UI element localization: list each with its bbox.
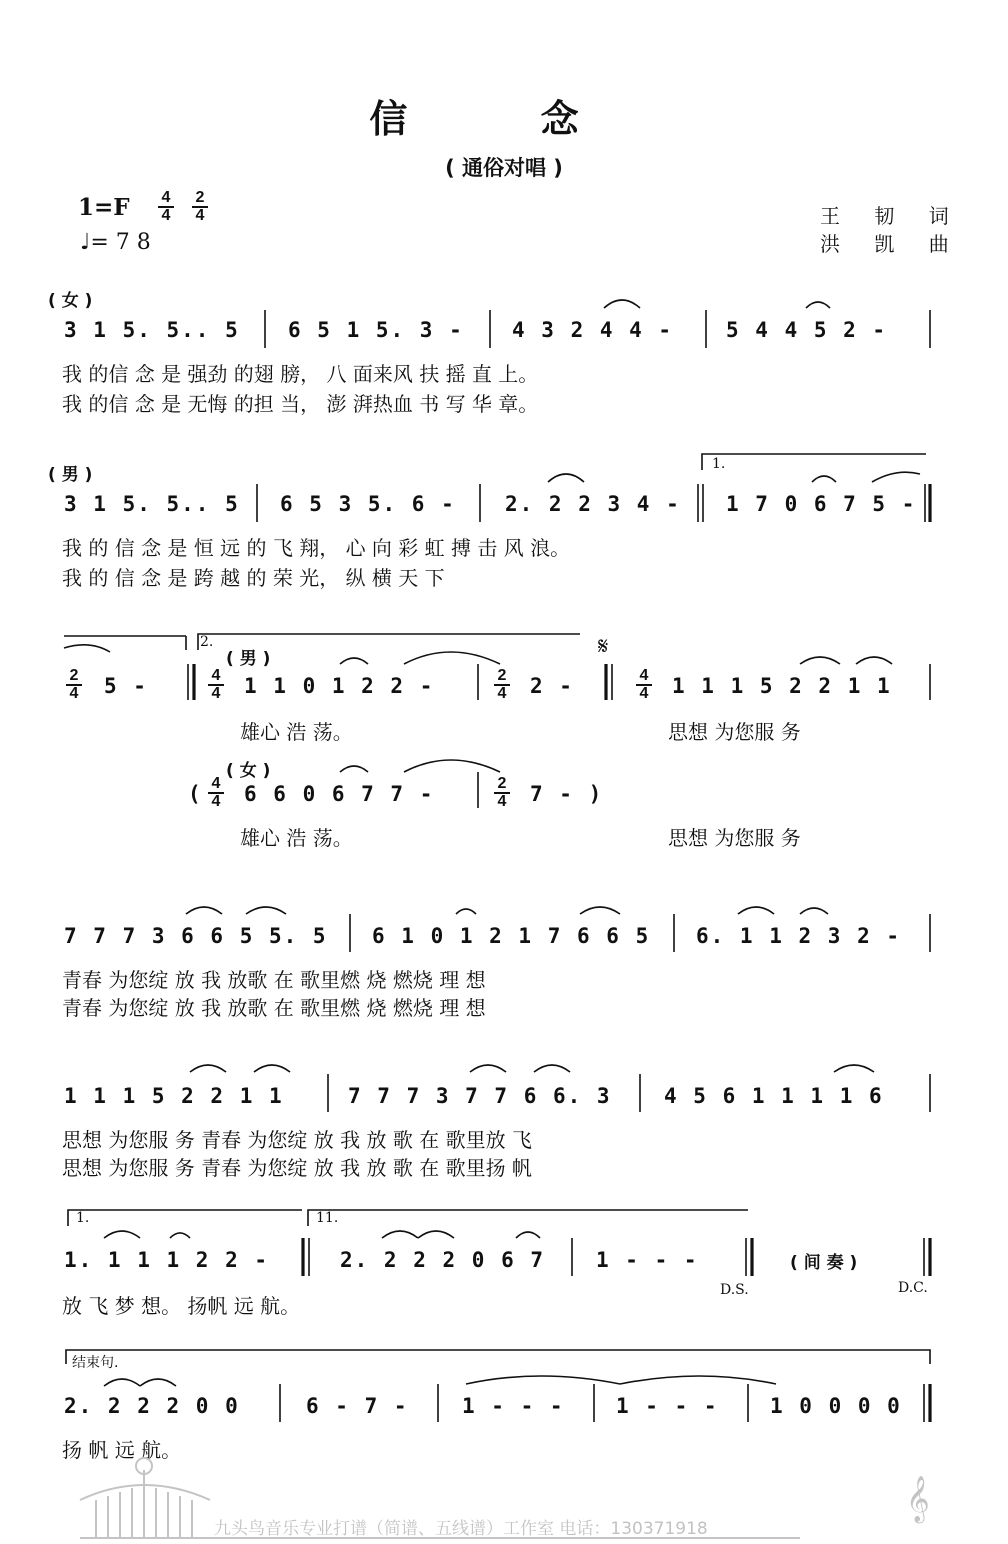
volta-2-label: 11. bbox=[316, 1210, 339, 1226]
measure-5-3: 4 5 6 1 1 1 1 6 bbox=[664, 1084, 884, 1108]
measure-6-2: 2. 2 2 2 0 6 7 bbox=[340, 1248, 546, 1272]
lyrics-female-refrain: 思想 为您服 务 bbox=[668, 826, 801, 850]
measure-2-4: 1 7 0 6 7 5 - bbox=[726, 492, 917, 516]
measure-1-2: 6 5 1 5. 3 - bbox=[288, 318, 464, 342]
treble-clef-icon: 𝄞 bbox=[906, 1476, 930, 1522]
singer-label-male: ( 男 ) bbox=[48, 465, 93, 485]
time-signature-2-4: 2 4 bbox=[192, 190, 208, 224]
measure-7-5: 1 0 0 0 0 bbox=[770, 1394, 902, 1418]
measure-2-3: 2. 2 2 3 4 - bbox=[505, 492, 681, 516]
time-signature: 2 4 bbox=[494, 668, 510, 702]
lyrics-verse-2: 我 的 信 念 是 跨 越 的 荣 光， 纵 横 天 下 bbox=[62, 566, 445, 590]
measure-2-2: 6 5 3 5. 6 - bbox=[280, 492, 456, 516]
lyrics-female-part: 雄心 浩 荡。 bbox=[240, 826, 353, 850]
measure-6-3: 1 - - - bbox=[596, 1248, 699, 1272]
lyrics-male-part: 雄心 浩 荡。 bbox=[240, 720, 353, 744]
measure-3-4: 1 1 1 5 2 2 1 1 bbox=[672, 674, 892, 698]
lyrics-refrain-start: 思想 为您服 务 bbox=[668, 720, 801, 744]
measure-3-2: 1 1 0 1 2 2 - bbox=[244, 674, 435, 698]
volta-2-label: 2. bbox=[200, 634, 214, 650]
measure-5-2: 7 7 7 3 7 7 6 6. 3 bbox=[348, 1084, 612, 1108]
measure-7-1: 2. 2 2 2 0 0 bbox=[64, 1394, 240, 1418]
lyrics-line: 扬 帆 远 航。 bbox=[62, 1438, 182, 1462]
volta-1-label: 1. bbox=[76, 1210, 90, 1226]
measure-7-2: 6 - 7 - bbox=[306, 1394, 409, 1418]
singer-label-female: ( 女 ) bbox=[48, 291, 93, 311]
measure-3-1: 5 - bbox=[104, 674, 148, 698]
measure-4-3: 6. 1 1 2 3 2 - bbox=[696, 924, 902, 948]
measure-3-3: 2 - bbox=[530, 674, 574, 698]
time-signature: 4 4 bbox=[208, 776, 224, 810]
da-capo-mark: D.C. bbox=[898, 1280, 928, 1296]
lyrics-verse-2: 我 的信 念 是 无悔 的担 当， 澎 湃热血 书 写 华 章。 bbox=[62, 392, 539, 416]
measure-7-4: 1 - - - bbox=[616, 1394, 719, 1418]
lyrics-verse-2: 思想 为您服 务 青春 为您绽 放 我 放 歌 在 歌里扬 帆 bbox=[62, 1156, 532, 1180]
measure-6-1: 1. 1 1 1 2 2 - bbox=[64, 1248, 270, 1272]
measure-4-1: 7 7 7 3 6 6 5 5. 5 bbox=[64, 924, 328, 948]
measure-7-3: 1 - - - bbox=[462, 1394, 565, 1418]
singer-label-female: ( 女 ) bbox=[226, 761, 271, 781]
lyrics-verse-1: 青春 为您绽 放 我 放歌 在 歌里燃 烧 燃烧 理 想 bbox=[62, 968, 486, 992]
key-signature: 1=F bbox=[78, 194, 130, 221]
measure-1-3: 4 3 2 4 4 - bbox=[512, 318, 674, 342]
volta-1-label: 1. bbox=[712, 456, 726, 472]
lyrics-verse-1: 我 的 信 念 是 恒 远 的 飞 翔， 心 向 彩 虹 搏 击 风 浪。 bbox=[62, 536, 571, 560]
lyrics-verse-2: 青春 为您绽 放 我 放歌 在 歌里燃 烧 燃烧 理 想 bbox=[62, 996, 486, 1020]
measure-4-2: 6 1 0 1 2 1 7 6 6 5 bbox=[372, 924, 651, 948]
female-measure-1: 6 6 0 6 7 7 - bbox=[244, 782, 435, 806]
time-signature-4-4: 4 4 bbox=[158, 190, 174, 224]
open-paren: ( bbox=[188, 782, 203, 806]
song-title: 信 念 bbox=[369, 96, 639, 141]
lyrics-verse-1: 我 的信 念 是 强劲 的翅 膀， 八 面来风 扶 摇 直 上。 bbox=[62, 362, 539, 386]
time-signature: 2 4 bbox=[494, 776, 510, 810]
lyrics-verse-1: 思想 为您服 务 青春 为您绽 放 我 放 歌 在 歌里放 飞 bbox=[62, 1128, 532, 1152]
lyricist-credit: 王 韧 词 bbox=[820, 204, 963, 228]
measure-1-1: 3 1 5. 5.. 5 bbox=[64, 318, 240, 342]
measure-5-1: 1 1 1 5 2 2 1 1 bbox=[64, 1084, 284, 1108]
segno-sign: 𝄋 bbox=[598, 632, 609, 660]
time-signature: 4 4 bbox=[636, 668, 652, 702]
lyrics-line: 放 飞 梦 想。 扬帆 远 航。 bbox=[62, 1294, 301, 1318]
interlude-label: ( 间 奏 ) bbox=[790, 1253, 858, 1273]
tempo-marking: ♩= 7 8 bbox=[80, 230, 151, 255]
studio-watermark: 九头鸟音乐专业打谱（简谱、五线谱）工作室 电话：130371918 bbox=[214, 1519, 708, 1539]
singer-label-male: ( 男 ) bbox=[226, 649, 271, 669]
time-signature: 4 4 bbox=[208, 668, 224, 702]
song-subtitle: ( 通俗对唱 ) bbox=[445, 156, 563, 180]
studio-logo-icon bbox=[80, 1458, 800, 1538]
time-signature: 2 4 bbox=[66, 668, 82, 702]
measure-1-4: 5 4 4 5 2 - bbox=[726, 318, 888, 342]
dal-segno-mark: D.S. bbox=[720, 1282, 749, 1298]
composer-credit: 洪 凯 曲 bbox=[820, 232, 963, 256]
coda-label: 结束句. bbox=[72, 1355, 119, 1371]
female-measure-2: 7 - ) bbox=[530, 782, 604, 806]
measure-2-1: 3 1 5. 5.. 5 bbox=[64, 492, 240, 516]
